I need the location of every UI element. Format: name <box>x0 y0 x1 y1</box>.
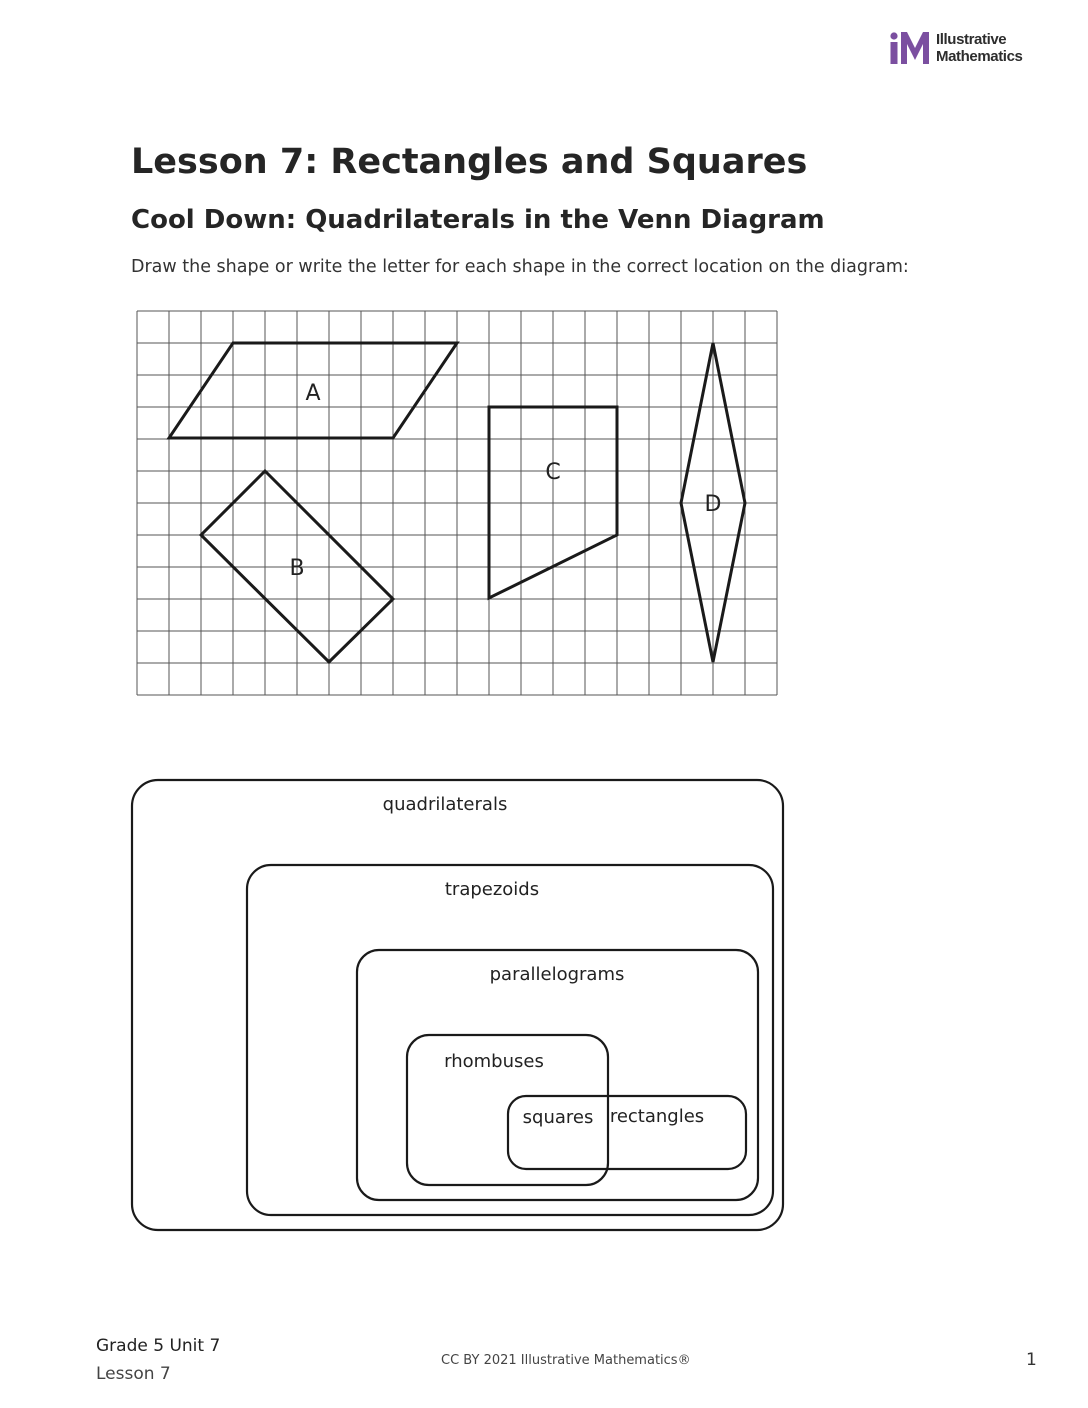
logo-line-mathematics: Mathematics <box>936 48 1023 65</box>
page-subtitle: Cool Down: Quadrilaterals in the Venn Diagram <box>131 205 825 235</box>
venn-region-quadrilaterals[interactable] <box>132 780 783 1230</box>
venn-label-squares: squares <box>522 1107 594 1128</box>
venn-label-rectangles: rectangles <box>609 1106 705 1127</box>
venn-region-trapezoids[interactable] <box>247 865 773 1215</box>
shape-d-label: D <box>704 492 722 517</box>
footer-grade-unit: Grade 5 Unit 7 <box>96 1336 221 1356</box>
venn-diagram-svg <box>126 774 790 1238</box>
footer-copyright: CC BY 2021 Illustrative Mathematics® <box>441 1353 691 1368</box>
venn-label-trapezoids: trapezoids <box>444 879 540 900</box>
venn-region-parallelograms[interactable] <box>357 950 758 1200</box>
venn-label-parallelograms: parallelograms <box>489 964 625 985</box>
illustrative-mathematics-logo <box>888 32 1048 68</box>
logo-line-illustrative: Illustrative <box>936 31 1007 48</box>
shape-b-label: B <box>289 556 305 581</box>
footer-lesson: Lesson 7 <box>96 1364 171 1384</box>
shape-a-label: A <box>305 381 321 406</box>
venn-label-rhombuses: rhombuses <box>444 1051 544 1072</box>
venn-label-quadrilaterals: quadrilaterals <box>382 794 508 815</box>
shape-c-label: C <box>545 460 561 485</box>
quadrilateral-venn-diagram <box>126 774 790 1242</box>
im-logo-mark-icon <box>888 32 930 68</box>
shapes-grid-svg <box>132 306 782 698</box>
shapes-grid-figure <box>132 306 782 702</box>
instruction-text: Draw the shape or write the letter for each shape in the correct location on the diagram: <box>131 257 909 277</box>
page-number: 1 <box>1026 1350 1037 1370</box>
page-title: Lesson 7: Rectangles and Squares <box>131 142 808 182</box>
